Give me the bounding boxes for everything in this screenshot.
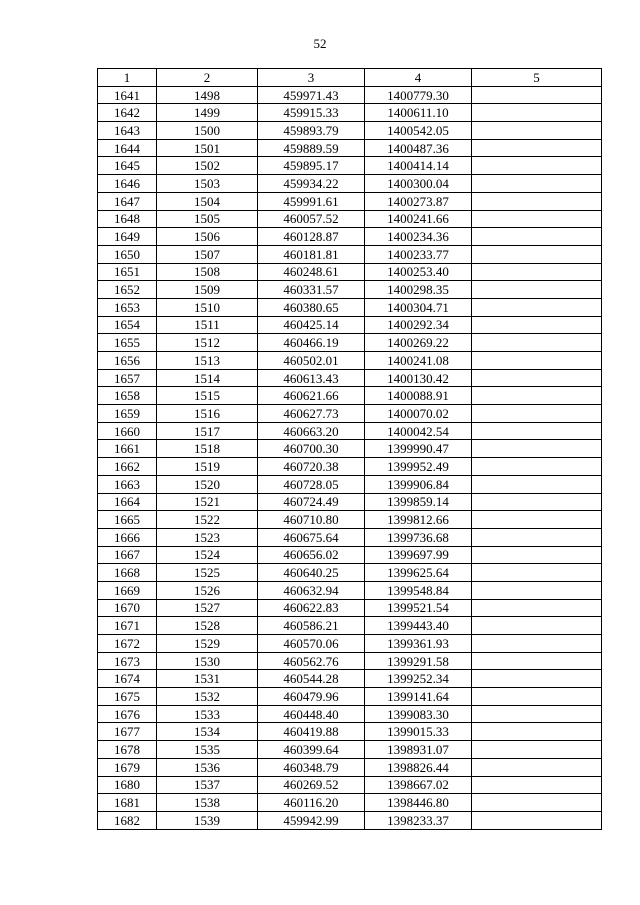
table-row <box>98 458 602 476</box>
table-cell: 1648 <box>98 210 157 228</box>
table-cell: 460562.76 <box>258 652 365 670</box>
table-cell: 1667 <box>98 546 157 564</box>
table-cell: 460419.88 <box>258 723 365 741</box>
table-cell: 460586.21 <box>258 617 365 635</box>
table-cell: 460399.64 <box>258 741 365 759</box>
table-cell <box>472 564 602 582</box>
table-row <box>98 210 602 228</box>
table-cell <box>472 511 602 529</box>
table-cell: 1527 <box>157 599 258 617</box>
table-cell: 459942.99 <box>258 811 365 829</box>
table-cell: 1669 <box>98 581 157 599</box>
table-cell: 1504 <box>157 192 258 210</box>
table-row <box>98 599 602 617</box>
table-cell: 1531 <box>157 670 258 688</box>
table-cell: 1645 <box>98 157 157 175</box>
column-header: 4 <box>365 69 472 87</box>
table-row <box>98 369 602 387</box>
table-cell <box>472 157 602 175</box>
table-cell: 459889.59 <box>258 139 365 157</box>
table-cell: 1536 <box>157 758 258 776</box>
table-cell: 1664 <box>98 493 157 511</box>
table-cell: 460728.05 <box>258 475 365 493</box>
table-cell: 460248.61 <box>258 263 365 281</box>
table-cell: 1399812.66 <box>365 511 472 529</box>
table-row <box>98 139 602 157</box>
table-cell: 1660 <box>98 422 157 440</box>
table-cell: 1399361.93 <box>365 635 472 653</box>
table-cell: 1399697.99 <box>365 546 472 564</box>
table-row <box>98 581 602 599</box>
table-cell: 1400298.35 <box>365 281 472 299</box>
table-cell: 1400611.10 <box>365 104 472 122</box>
table-cell: 1499 <box>157 104 258 122</box>
table-cell: 1682 <box>98 811 157 829</box>
table-cell: 1400130.42 <box>365 369 472 387</box>
table-cell: 1534 <box>157 723 258 741</box>
table-cell: 1672 <box>98 635 157 653</box>
table-cell: 1526 <box>157 581 258 599</box>
table-cell <box>472 245 602 263</box>
table-body <box>98 86 602 829</box>
table-cell: 1507 <box>157 245 258 263</box>
table-row <box>98 245 602 263</box>
table-cell: 460116.20 <box>258 794 365 812</box>
table-cell: 1399952.49 <box>365 458 472 476</box>
table-cell: 1523 <box>157 528 258 546</box>
table-row <box>98 741 602 759</box>
table-cell: 460613.43 <box>258 369 365 387</box>
table-cell: 1511 <box>157 316 258 334</box>
table-cell: 1400487.36 <box>365 139 472 157</box>
table-cell: 1399443.40 <box>365 617 472 635</box>
table-cell: 1655 <box>98 334 157 352</box>
table-cell: 1681 <box>98 794 157 812</box>
table-cell: 460656.02 <box>258 546 365 564</box>
table-row <box>98 122 602 140</box>
table-cell: 1399252.34 <box>365 670 472 688</box>
table-cell: 1503 <box>157 175 258 193</box>
table-cell: 1530 <box>157 652 258 670</box>
table-cell: 460544.28 <box>258 670 365 688</box>
table-cell: 1522 <box>157 511 258 529</box>
table-cell: 1400088.91 <box>365 387 472 405</box>
table-cell <box>472 528 602 546</box>
table-cell: 1400241.66 <box>365 210 472 228</box>
table-cell: 1398826.44 <box>365 758 472 776</box>
table-cell: 1400414.14 <box>365 157 472 175</box>
table-cell: 1656 <box>98 352 157 370</box>
table-row <box>98 758 602 776</box>
table-cell <box>472 811 602 829</box>
table-cell <box>472 635 602 653</box>
table-cell: 1399859.14 <box>365 493 472 511</box>
table-cell: 1399625.64 <box>365 564 472 582</box>
table-cell <box>472 192 602 210</box>
table-cell: 1399141.64 <box>365 688 472 706</box>
table-cell: 1513 <box>157 352 258 370</box>
table-cell: 1642 <box>98 104 157 122</box>
table-cell: 1505 <box>157 210 258 228</box>
table-cell: 1519 <box>157 458 258 476</box>
table-cell: 460425.14 <box>258 316 365 334</box>
table-cell: 460380.65 <box>258 298 365 316</box>
table-cell: 1398446.80 <box>365 794 472 812</box>
coordinates-table <box>97 68 602 830</box>
table-cell: 1400304.71 <box>365 298 472 316</box>
table-cell <box>472 86 602 104</box>
table-row <box>98 617 602 635</box>
table-cell: 460502.01 <box>258 352 365 370</box>
table-cell: 1647 <box>98 192 157 210</box>
table-cell: 460627.73 <box>258 405 365 423</box>
table-cell: 1520 <box>157 475 258 493</box>
table-cell: 460700.30 <box>258 440 365 458</box>
table-cell: 460710.80 <box>258 511 365 529</box>
table-cell <box>472 546 602 564</box>
table-row <box>98 316 602 334</box>
table-cell: 1515 <box>157 387 258 405</box>
table-row <box>98 811 602 829</box>
table-cell: 1518 <box>157 440 258 458</box>
table-row <box>98 776 602 794</box>
table-cell: 1509 <box>157 281 258 299</box>
table-row <box>98 175 602 193</box>
table-cell: 1666 <box>98 528 157 546</box>
table-cell: 460448.40 <box>258 705 365 723</box>
table-cell: 1671 <box>98 617 157 635</box>
table-cell: 1514 <box>157 369 258 387</box>
table-cell: 1398931.07 <box>365 741 472 759</box>
table-row <box>98 387 602 405</box>
table-cell: 1678 <box>98 741 157 759</box>
table-cell: 459934.22 <box>258 175 365 193</box>
table-cell: 1524 <box>157 546 258 564</box>
table-cell: 1679 <box>98 758 157 776</box>
table-cell: 460720.38 <box>258 458 365 476</box>
table-cell: 1677 <box>98 723 157 741</box>
table-cell <box>472 334 602 352</box>
table-cell: 1399291.58 <box>365 652 472 670</box>
table-cell: 460479.96 <box>258 688 365 706</box>
table-cell: 1641 <box>98 86 157 104</box>
table-cell <box>472 316 602 334</box>
table-cell: 1399906.84 <box>365 475 472 493</box>
table-cell: 460724.49 <box>258 493 365 511</box>
table-row <box>98 652 602 670</box>
table-cell: 1659 <box>98 405 157 423</box>
table-cell <box>472 458 602 476</box>
table-cell: 1675 <box>98 688 157 706</box>
table-cell: 460269.52 <box>258 776 365 794</box>
table-cell <box>472 776 602 794</box>
table-cell: 1676 <box>98 705 157 723</box>
table-cell: 460622.83 <box>258 599 365 617</box>
table-row <box>98 546 602 564</box>
table-row <box>98 511 602 529</box>
table-cell: 1400269.22 <box>365 334 472 352</box>
table-cell: 1646 <box>98 175 157 193</box>
column-header: 3 <box>258 69 365 87</box>
table-cell: 1653 <box>98 298 157 316</box>
table-cell: 1399083.30 <box>365 705 472 723</box>
table-cell: 1663 <box>98 475 157 493</box>
table-row <box>98 440 602 458</box>
table-row <box>98 493 602 511</box>
table-cell: 1400542.05 <box>365 122 472 140</box>
table-cell: 460348.79 <box>258 758 365 776</box>
table-cell: 1643 <box>98 122 157 140</box>
table-cell: 1399990.47 <box>365 440 472 458</box>
table-cell: 1658 <box>98 387 157 405</box>
table-cell: 1400273.87 <box>365 192 472 210</box>
table-cell: 1670 <box>98 599 157 617</box>
table-cell <box>472 599 602 617</box>
table-cell: 1399736.68 <box>365 528 472 546</box>
table-cell: 1539 <box>157 811 258 829</box>
table-cell: 1399521.54 <box>365 599 472 617</box>
table-cell: 1400234.36 <box>365 228 472 246</box>
table-cell: 1649 <box>98 228 157 246</box>
table-cell: 1502 <box>157 157 258 175</box>
table-cell: 1662 <box>98 458 157 476</box>
table-cell: 460057.52 <box>258 210 365 228</box>
table-cell: 1673 <box>98 652 157 670</box>
table-cell: 459895.17 <box>258 157 365 175</box>
table-row <box>98 794 602 812</box>
table-cell: 1665 <box>98 511 157 529</box>
table-cell: 1529 <box>157 635 258 653</box>
table-cell: 1651 <box>98 263 157 281</box>
table-cell: 1535 <box>157 741 258 759</box>
table-cell: 1674 <box>98 670 157 688</box>
table-cell <box>472 741 602 759</box>
table-cell: 460675.64 <box>258 528 365 546</box>
table-cell: 1508 <box>157 263 258 281</box>
table-cell: 1538 <box>157 794 258 812</box>
table-cell <box>472 175 602 193</box>
table-cell: 460640.25 <box>258 564 365 582</box>
table-cell: 1400241.08 <box>365 352 472 370</box>
table-cell: 1517 <box>157 422 258 440</box>
table-cell: 1512 <box>157 334 258 352</box>
table-row <box>98 705 602 723</box>
table-cell <box>472 475 602 493</box>
table-row <box>98 157 602 175</box>
table-cell <box>472 670 602 688</box>
table-cell <box>472 794 602 812</box>
table-row <box>98 723 602 741</box>
table-row <box>98 670 602 688</box>
table-cell: 1668 <box>98 564 157 582</box>
table-cell <box>472 422 602 440</box>
table-cell: 1657 <box>98 369 157 387</box>
table-cell <box>472 210 602 228</box>
table-cell: 1537 <box>157 776 258 794</box>
table-cell <box>472 281 602 299</box>
table-cell <box>472 298 602 316</box>
table-cell <box>472 122 602 140</box>
table-cell: 460663.20 <box>258 422 365 440</box>
table-cell: 1399015.33 <box>365 723 472 741</box>
table-row <box>98 422 602 440</box>
column-header: 5 <box>472 69 602 87</box>
table-cell: 1400070.02 <box>365 405 472 423</box>
table-cell: 1680 <box>98 776 157 794</box>
table-cell: 1506 <box>157 228 258 246</box>
table-cell: 1533 <box>157 705 258 723</box>
table-row <box>98 192 602 210</box>
page-number: 52 <box>313 36 327 51</box>
table-cell: 1501 <box>157 139 258 157</box>
table-row <box>98 352 602 370</box>
table-cell <box>472 652 602 670</box>
table-row <box>98 86 602 104</box>
table-row <box>98 281 602 299</box>
table-cell <box>472 758 602 776</box>
table-row <box>98 104 602 122</box>
table-cell <box>472 263 602 281</box>
table-cell <box>472 440 602 458</box>
table-cell <box>472 688 602 706</box>
table-cell <box>472 723 602 741</box>
table-cell: 460128.87 <box>258 228 365 246</box>
table-cell: 1400300.04 <box>365 175 472 193</box>
table-row <box>98 475 602 493</box>
table-row <box>98 405 602 423</box>
column-header: 2 <box>157 69 258 87</box>
table-cell <box>472 705 602 723</box>
column-header: 1 <box>98 69 157 87</box>
table-cell: 459915.33 <box>258 104 365 122</box>
table-cell: 1500 <box>157 122 258 140</box>
table-cell: 459971.43 <box>258 86 365 104</box>
table-cell <box>472 139 602 157</box>
table-row <box>98 228 602 246</box>
table-cell <box>472 387 602 405</box>
table-cell: 1498 <box>157 86 258 104</box>
table-cell: 1398233.37 <box>365 811 472 829</box>
table-header <box>98 69 602 87</box>
table-cell: 460331.57 <box>258 281 365 299</box>
table-cell: 459991.61 <box>258 192 365 210</box>
table-cell <box>472 493 602 511</box>
table-cell: 1399548.84 <box>365 581 472 599</box>
table-cell: 1525 <box>157 564 258 582</box>
table-cell <box>472 405 602 423</box>
table-cell <box>472 352 602 370</box>
table-cell: 1400779.30 <box>365 86 472 104</box>
table-cell: 460621.66 <box>258 387 365 405</box>
table-cell <box>472 581 602 599</box>
table-cell: 1510 <box>157 298 258 316</box>
table-cell: 1400292.34 <box>365 316 472 334</box>
table-row <box>98 528 602 546</box>
table-cell: 1654 <box>98 316 157 334</box>
table-row <box>98 298 602 316</box>
table-row <box>98 635 602 653</box>
table-cell <box>472 104 602 122</box>
table-cell: 1400233.77 <box>365 245 472 263</box>
table-cell <box>472 369 602 387</box>
table-cell: 1661 <box>98 440 157 458</box>
table-cell: 1650 <box>98 245 157 263</box>
table-cell: 1400253.40 <box>365 263 472 281</box>
table-row <box>98 263 602 281</box>
table-cell: 1644 <box>98 139 157 157</box>
table-cell: 1521 <box>157 493 258 511</box>
table-cell: 1516 <box>157 405 258 423</box>
table-row <box>98 334 602 352</box>
table-row <box>98 688 602 706</box>
table-cell: 1652 <box>98 281 157 299</box>
table-cell: 459893.79 <box>258 122 365 140</box>
table-cell: 1398667.02 <box>365 776 472 794</box>
table-cell: 460181.81 <box>258 245 365 263</box>
table-cell: 460632.94 <box>258 581 365 599</box>
table-cell: 1400042.54 <box>365 422 472 440</box>
table-cell: 460466.19 <box>258 334 365 352</box>
table-row <box>98 564 602 582</box>
table-cell <box>472 617 602 635</box>
table-cell <box>472 228 602 246</box>
table-cell: 1528 <box>157 617 258 635</box>
table-cell: 460570.06 <box>258 635 365 653</box>
table-cell: 1532 <box>157 688 258 706</box>
header-row <box>98 69 602 87</box>
